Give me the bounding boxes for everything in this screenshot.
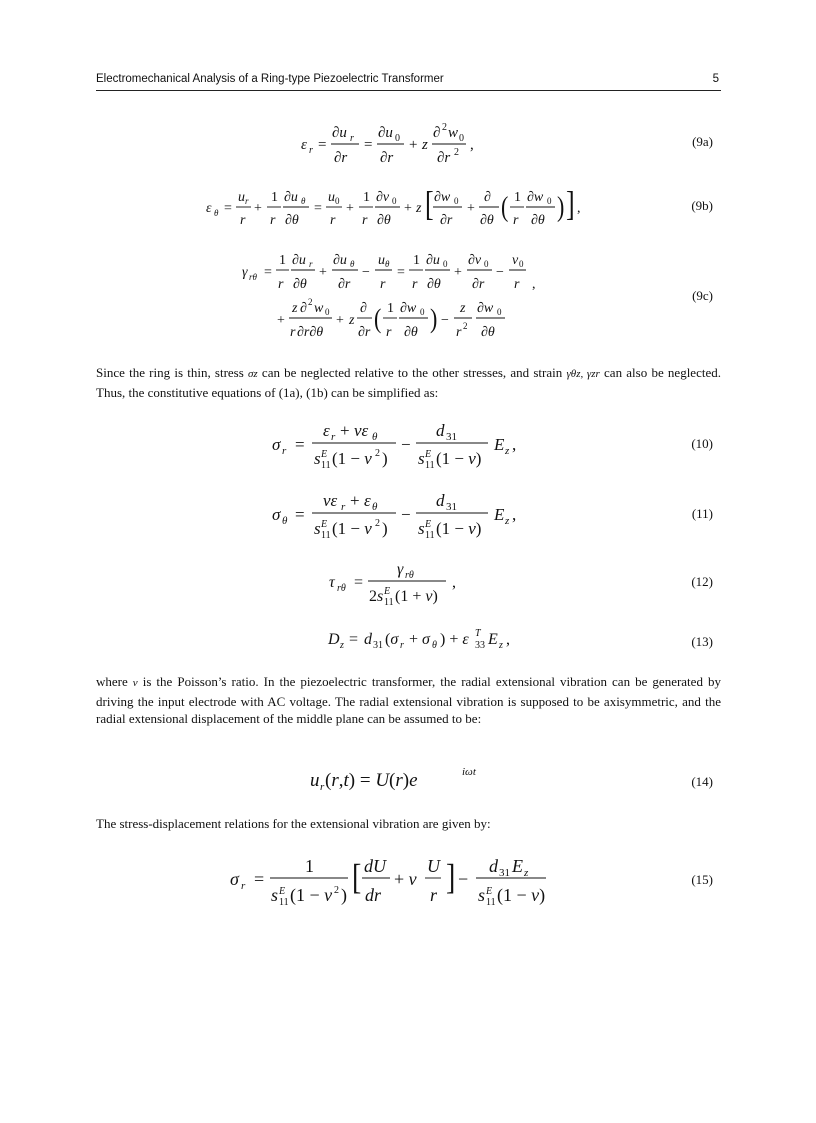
svg-text:∂u: ∂u	[426, 253, 440, 268]
svg-text:νε: νε	[354, 421, 369, 440]
svg-text:∂u: ∂u	[378, 125, 393, 141]
svg-text:−: −	[401, 435, 411, 454]
equation-number: (12)	[691, 574, 713, 589]
svg-text:E: E	[512, 856, 523, 876]
equation-number: (9a)	[692, 134, 713, 149]
svg-text:r: r	[386, 325, 392, 340]
svg-text:1: 1	[363, 190, 370, 205]
svg-text:θ: θ	[350, 259, 355, 269]
svg-text:v: v	[512, 253, 519, 268]
svg-text:+: +	[404, 201, 412, 216]
svg-text:z: z	[416, 201, 422, 216]
svg-text:,: ,	[452, 574, 456, 591]
svg-text:[: [	[352, 857, 362, 898]
svg-text:w: w	[314, 301, 324, 316]
svg-text:0: 0	[459, 133, 464, 144]
svg-text:2: 2	[375, 518, 380, 529]
svg-text:]: ]	[566, 183, 575, 224]
equation-9c-math	[96, 244, 721, 340]
svg-text:∂θ: ∂θ	[427, 277, 441, 292]
svg-text:0: 0	[325, 307, 330, 317]
equation-number: (11)	[691, 506, 713, 521]
svg-text:−: −	[496, 265, 504, 280]
svg-text:1: 1	[514, 190, 521, 205]
svg-text:∂w: ∂w	[434, 190, 451, 205]
svg-text:+: +	[277, 313, 285, 328]
svg-text:+: +	[350, 491, 360, 510]
svg-text:θ: θ	[385, 259, 390, 269]
equation-9c	[96, 244, 721, 340]
svg-text:w: w	[448, 125, 459, 141]
svg-text:0: 0	[497, 307, 502, 317]
svg-text:r: r	[380, 277, 386, 292]
svg-text:∂r: ∂r	[380, 150, 394, 166]
equation-number: (13)	[691, 634, 713, 649]
svg-text:r: r	[350, 133, 354, 144]
svg-text:=: =	[295, 505, 305, 524]
svg-text:∂v: ∂v	[468, 253, 482, 268]
svg-text:33: 33	[475, 640, 485, 651]
svg-text:]: ]	[446, 857, 456, 898]
svg-text:z: z	[505, 445, 510, 457]
svg-text:∂r: ∂r	[472, 277, 485, 292]
svg-text:+: +	[454, 265, 462, 280]
equation-10	[96, 416, 721, 472]
equation-number: (14)	[691, 774, 713, 789]
equation-number: (15)	[691, 872, 713, 887]
svg-text:rθ: rθ	[249, 272, 257, 282]
equation-11-math	[96, 486, 721, 542]
svg-text:s: s	[418, 519, 425, 538]
svg-text:dr: dr	[365, 885, 382, 905]
svg-text:z: z	[349, 313, 355, 328]
svg-text:s: s	[314, 519, 321, 538]
svg-text:0: 0	[392, 196, 397, 206]
svg-text:2: 2	[334, 885, 339, 896]
svg-text:(: (	[501, 190, 509, 223]
svg-text:2: 2	[454, 147, 459, 158]
svg-text:2: 2	[442, 122, 447, 133]
svg-text:u: u	[310, 770, 320, 791]
svg-text:θ: θ	[432, 640, 437, 651]
svg-text:ε: ε	[206, 201, 212, 216]
svg-text:): )	[557, 190, 565, 223]
svg-text:1: 1	[271, 190, 278, 205]
svg-text:−: −	[362, 265, 370, 280]
svg-text:): )	[341, 885, 347, 905]
equation-12	[96, 556, 721, 608]
equation-14	[96, 762, 721, 796]
svg-text:r: r	[282, 445, 287, 457]
svg-text:) + ε: ) + ε	[440, 631, 469, 648]
svg-text:11: 11	[425, 460, 435, 471]
equation-number: (9c)	[692, 288, 713, 303]
svg-text:,: ,	[470, 137, 474, 153]
svg-text:∂u: ∂u	[332, 125, 347, 141]
svg-text:∂r∂θ: ∂r∂θ	[297, 325, 324, 340]
svg-text:d: d	[436, 491, 445, 510]
equation-number: (10)	[691, 436, 713, 451]
symbol-sigma-z: σz	[248, 368, 258, 380]
svg-text:θ: θ	[372, 431, 378, 443]
svg-text:r: r	[341, 501, 346, 513]
svg-text:,: ,	[512, 505, 517, 524]
svg-text:r: r	[362, 213, 368, 228]
svg-text:+: +	[254, 201, 262, 216]
svg-text:0: 0	[454, 196, 459, 206]
equation-10-math	[96, 416, 721, 472]
svg-text:E: E	[321, 449, 328, 460]
svg-text:r: r	[412, 277, 418, 292]
equation-9b	[96, 182, 721, 232]
svg-text:∂θ: ∂θ	[377, 213, 391, 228]
svg-text:z: z	[292, 301, 298, 316]
svg-text:τ: τ	[329, 574, 335, 591]
svg-text:11: 11	[384, 597, 394, 608]
svg-text:,: ,	[532, 277, 536, 292]
svg-text:1: 1	[305, 856, 314, 876]
svg-text:+: +	[319, 265, 327, 280]
svg-text:=: =	[354, 574, 364, 591]
svg-text:s: s	[314, 449, 321, 468]
equation-9a-math	[96, 118, 721, 168]
svg-text:r: r	[290, 325, 296, 340]
svg-text:s: s	[418, 449, 425, 468]
equation-12-math	[96, 556, 721, 608]
svg-text:d: d	[489, 856, 498, 876]
svg-text:u: u	[328, 190, 335, 205]
svg-text:0: 0	[420, 307, 425, 317]
svg-text:): )	[382, 449, 388, 468]
svg-text:E: E	[279, 886, 286, 897]
svg-text:d: d	[436, 421, 445, 440]
paragraph-stress-displacement: The stress-displacement relations for the extensional vibration are given by:	[96, 816, 491, 831]
equation-15	[96, 852, 721, 910]
symbol-gamma: γθz, γzr	[566, 368, 600, 380]
svg-text:z: z	[524, 867, 529, 879]
svg-text:31: 31	[446, 501, 457, 513]
equation-13-math	[96, 624, 721, 654]
svg-text:θ: θ	[214, 208, 219, 218]
svg-text:11: 11	[425, 530, 435, 541]
svg-text:∂u: ∂u	[292, 253, 306, 268]
running-title: Electromechanical Analysis of a Ring-type Piezoelectric Transformer	[96, 73, 444, 85]
svg-text:∂r: ∂r	[338, 277, 351, 292]
svg-text:E: E	[321, 519, 328, 530]
svg-text:r: r	[514, 277, 520, 292]
svg-text:ε: ε	[323, 421, 330, 440]
running-header	[96, 72, 721, 91]
svg-text:0: 0	[519, 259, 524, 269]
svg-text:=: =	[224, 201, 232, 216]
svg-text:d: d	[364, 631, 372, 648]
svg-text:u: u	[238, 190, 245, 205]
svg-text:∂: ∂	[433, 125, 441, 141]
svg-text:1: 1	[387, 301, 394, 316]
svg-text:r: r	[270, 213, 276, 228]
svg-text:31: 31	[446, 431, 457, 443]
equation-9a	[96, 118, 721, 168]
svg-text:=: =	[254, 869, 265, 889]
svg-text:∂w: ∂w	[400, 301, 417, 316]
svg-text:E: E	[486, 886, 493, 897]
svg-text:∂: ∂	[300, 301, 307, 316]
svg-text:1: 1	[279, 253, 286, 268]
svg-text:1: 1	[413, 253, 420, 268]
svg-text:r: r	[513, 213, 519, 228]
svg-text:E: E	[425, 519, 432, 530]
svg-text:dU: dU	[364, 856, 386, 876]
svg-text:∂w: ∂w	[477, 301, 494, 316]
equation-11	[96, 486, 721, 542]
page-number: 5	[712, 73, 719, 85]
svg-text:−: −	[401, 505, 411, 524]
svg-text:rθ: rθ	[337, 583, 346, 594]
svg-text:=: =	[314, 201, 322, 216]
svg-text:11: 11	[321, 460, 331, 471]
svg-text:∂r: ∂r	[334, 150, 348, 166]
svg-text:r: r	[331, 431, 336, 443]
svg-text:(1 − ν: (1 − ν	[332, 449, 372, 468]
svg-text:(1 − ν): (1 − ν)	[436, 449, 482, 468]
svg-text:U: U	[427, 856, 440, 876]
svg-text:z: z	[460, 301, 466, 316]
svg-text:): )	[382, 519, 388, 538]
svg-text:0: 0	[395, 133, 400, 144]
svg-text:γ: γ	[242, 265, 248, 280]
equation-15-math	[96, 852, 721, 910]
equation-13	[96, 624, 721, 654]
svg-text:θ: θ	[282, 515, 288, 527]
svg-text:∂θ: ∂θ	[531, 213, 545, 228]
svg-text:+: +	[340, 421, 350, 440]
svg-text:=: =	[318, 137, 327, 153]
svg-text:E: E	[425, 449, 432, 460]
svg-text:z: z	[340, 640, 344, 651]
svg-text:E: E	[384, 586, 391, 597]
svg-text:θ: θ	[372, 501, 378, 513]
svg-text:11: 11	[279, 897, 289, 908]
svg-text:2: 2	[308, 297, 313, 307]
symbol-nu: ν	[132, 677, 138, 689]
svg-text:z: z	[499, 640, 503, 651]
svg-text:∂θ: ∂θ	[285, 213, 299, 228]
svg-text:+: +	[336, 313, 344, 328]
svg-text:r: r	[241, 880, 246, 892]
svg-text:0: 0	[443, 259, 448, 269]
svg-text:r: r	[309, 259, 313, 269]
svg-text:σ: σ	[272, 505, 281, 524]
svg-text:∂r: ∂r	[358, 325, 371, 340]
svg-text:+: +	[409, 137, 418, 153]
svg-text:): )	[430, 304, 438, 335]
svg-text:(1 + ν): (1 + ν)	[395, 588, 438, 605]
svg-text:E: E	[494, 505, 505, 524]
equation-9b-math	[96, 182, 721, 232]
svg-text:∂θ: ∂θ	[480, 213, 494, 228]
svg-text:(σ: (σ	[385, 631, 399, 648]
svg-text:∂v: ∂v	[376, 190, 390, 205]
svg-text:+ ν: + ν	[394, 869, 417, 889]
svg-text:z: z	[505, 515, 510, 527]
svg-text:ε: ε	[364, 491, 371, 510]
svg-text:+: +	[467, 201, 475, 216]
svg-text:31: 31	[499, 867, 510, 879]
svg-text:(1 − ν: (1 − ν	[332, 519, 372, 538]
svg-text:T: T	[475, 628, 481, 639]
svg-text:E: E	[488, 631, 498, 648]
svg-text:(1 − ν: (1 − ν	[290, 885, 333, 905]
svg-text:∂u: ∂u	[284, 190, 298, 205]
svg-text:(1 − ν): (1 − ν)	[497, 885, 546, 905]
svg-text:2: 2	[375, 448, 380, 459]
svg-text:r: r	[320, 781, 325, 793]
svg-text:rθ: rθ	[405, 570, 414, 581]
svg-text:=: =	[264, 265, 272, 280]
svg-text:D: D	[328, 631, 340, 648]
svg-text:r: r	[330, 213, 336, 228]
svg-text:E: E	[494, 435, 505, 454]
svg-text:0: 0	[335, 196, 340, 206]
svg-text:ε: ε	[301, 137, 307, 153]
svg-text:∂θ: ∂θ	[481, 325, 495, 340]
svg-text:z: z	[422, 137, 428, 153]
svg-text:∂u: ∂u	[333, 253, 347, 268]
svg-text:θ: θ	[301, 196, 306, 206]
svg-text:r: r	[245, 196, 249, 206]
svg-text:r: r	[309, 145, 313, 156]
svg-text:31: 31	[373, 640, 383, 651]
svg-text:,: ,	[506, 631, 510, 648]
svg-text:2s: 2s	[369, 588, 384, 605]
svg-text:0: 0	[547, 196, 552, 206]
equation-number: (9b)	[691, 198, 713, 213]
svg-text:2: 2	[463, 321, 468, 331]
svg-text:r: r	[400, 640, 404, 651]
svg-text:γ: γ	[397, 561, 404, 578]
svg-text:[: [	[425, 183, 434, 224]
svg-text:iωt: iωt	[462, 766, 476, 778]
svg-text:11: 11	[321, 530, 331, 541]
svg-text:+ σ: + σ	[409, 631, 430, 648]
svg-text:,: ,	[512, 435, 517, 454]
svg-text:u: u	[378, 253, 385, 268]
svg-text:(r,t) = U(r)e: (r,t) = U(r)e	[325, 770, 418, 791]
svg-text:−: −	[458, 869, 469, 889]
svg-text:0: 0	[484, 259, 489, 269]
svg-text:νε: νε	[323, 491, 338, 510]
svg-text:,: ,	[577, 201, 581, 216]
svg-text:=: =	[364, 137, 373, 153]
svg-text:σ: σ	[272, 435, 281, 454]
svg-text:∂: ∂	[360, 301, 367, 316]
svg-text:∂r: ∂r	[437, 150, 451, 166]
svg-text:(1 − ν): (1 − ν)	[436, 519, 482, 538]
svg-text:s: s	[271, 885, 279, 905]
equation-14-math	[96, 762, 721, 796]
paragraph-thin-ring: Since the ring is thin, stress σz can be neglected relative to the other stresses, and strain γθz, γzr can also be neglected. Thus, the constitutive equations of (1a), (1b) can be simplified as:	[96, 365, 721, 400]
svg-text:=: =	[349, 631, 359, 648]
svg-text:∂w: ∂w	[527, 190, 544, 205]
svg-text:r: r	[278, 277, 284, 292]
svg-text:∂θ: ∂θ	[404, 325, 418, 340]
svg-text:−: −	[441, 313, 449, 328]
svg-text:=: =	[295, 435, 305, 454]
svg-text:11: 11	[486, 897, 496, 908]
svg-text:∂r: ∂r	[440, 213, 453, 228]
svg-text:(: (	[374, 304, 382, 335]
svg-text:r: r	[456, 325, 462, 340]
svg-text:+: +	[346, 201, 354, 216]
svg-text:=: =	[397, 265, 405, 280]
svg-text:∂: ∂	[484, 190, 491, 205]
svg-text:∂θ: ∂θ	[293, 277, 307, 292]
paragraph-poisson: where ν is the Poisson’s ratio. In the piezoelectric transformer, the radial extensional vibration can be generated by driving the input electrode with AC voltage. The radial extensional vibration is supposed to be axisymmetric, and the radial extensional displacement of the middle plane can be assumed to be:	[96, 674, 721, 726]
svg-text:σ: σ	[230, 869, 239, 889]
svg-text:r: r	[240, 213, 246, 228]
svg-text:r: r	[430, 885, 438, 905]
svg-text:s: s	[478, 885, 486, 905]
